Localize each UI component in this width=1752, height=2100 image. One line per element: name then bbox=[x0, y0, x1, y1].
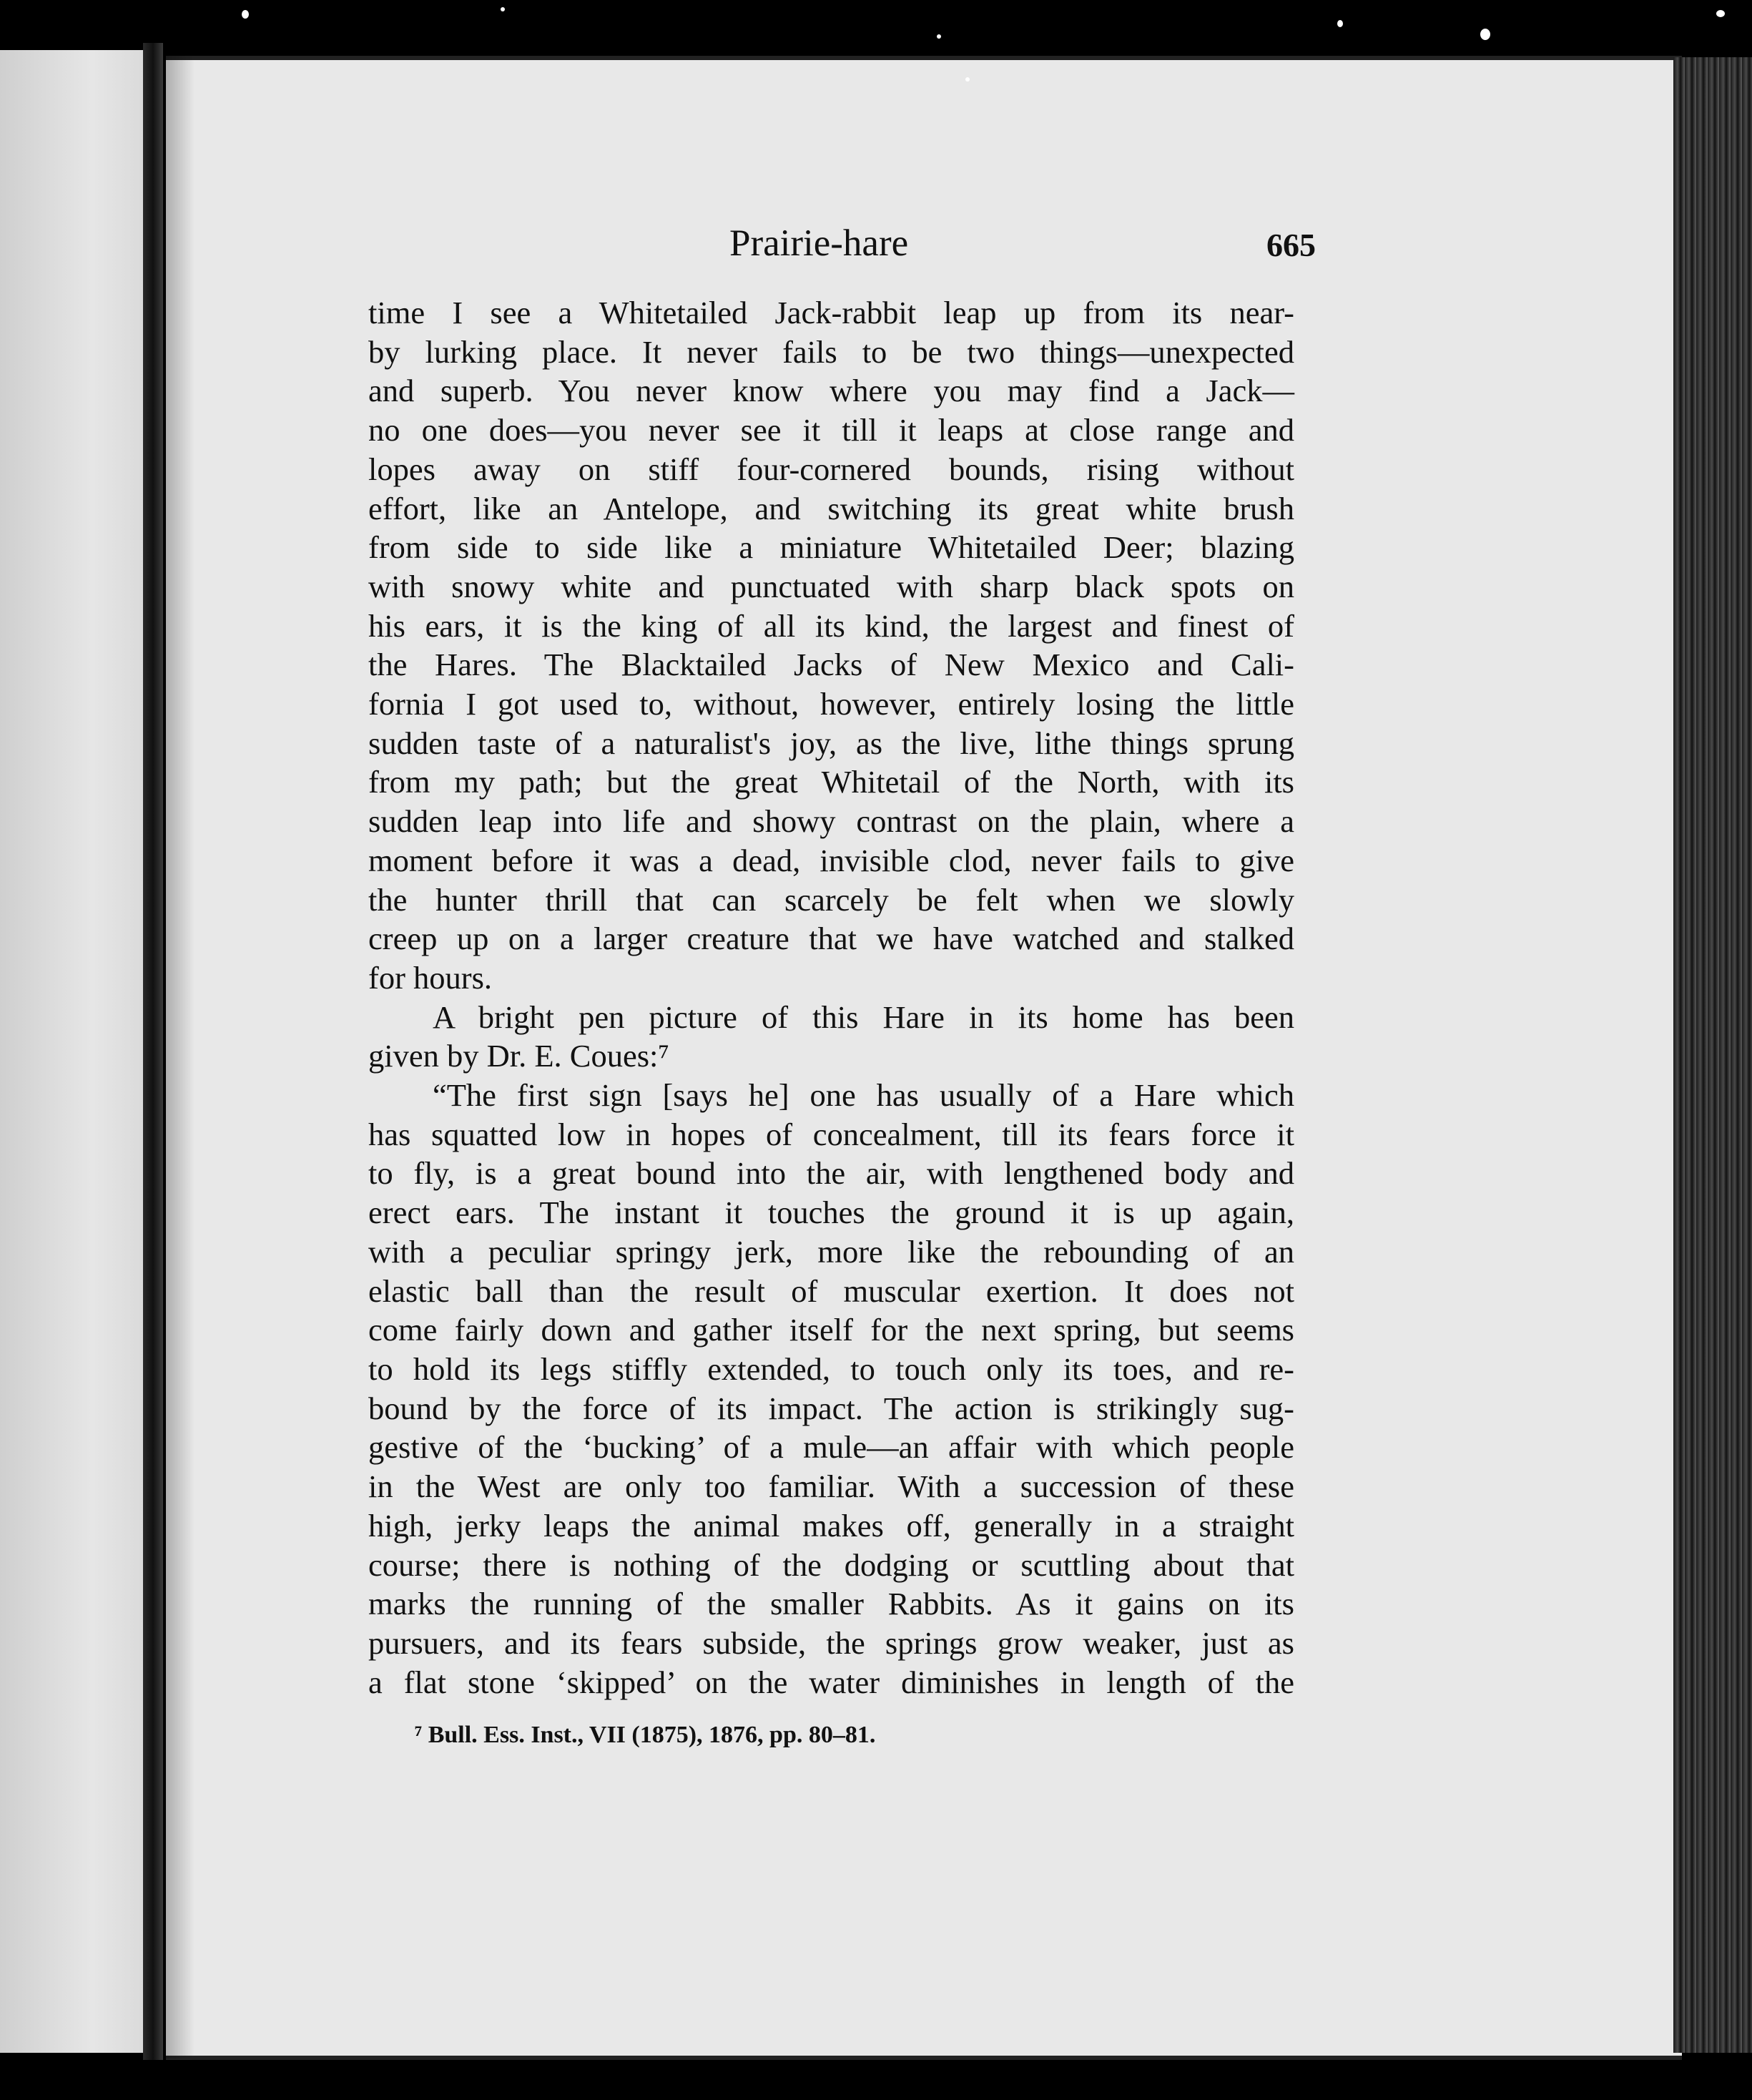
text-line: high, jerky leaps the animal makes off, generally in a straight bbox=[368, 1507, 1294, 1544]
text-line: sudden taste of a naturalist's joy, as the live, lithe things sprung bbox=[368, 725, 1294, 761]
text-line: bound by the force of its impact. The action is strikingly sug- bbox=[368, 1390, 1294, 1426]
text-line: “The first sign [says he] one has usually of a Hare which bbox=[433, 1077, 1294, 1114]
text-line: lopes away on stiff four-cornered bounds, rising without bbox=[368, 451, 1294, 487]
text-line: from side to side like a miniature Whitetailed Deer; blazing bbox=[368, 529, 1294, 566]
text-line: marks the running of the smaller Rabbits. As it gains on its bbox=[368, 1586, 1294, 1622]
page-number: 665 bbox=[1266, 227, 1316, 263]
page-header bbox=[386, 222, 1316, 279]
book-gutter bbox=[143, 43, 163, 2060]
text-line: and superb. You never know where you may find a Jack— bbox=[368, 373, 1294, 409]
footnote: ⁷ Bull. Ess. Inst., VII (1875), 1876, pp. 80–81. bbox=[415, 1722, 876, 1748]
text-line: erect ears. The instant it touches the ground it is up again, bbox=[368, 1194, 1294, 1231]
text-line: A bright pen picture of this Hare in its home has been bbox=[433, 999, 1294, 1035]
text-line: from my path; but the great Whitetail of the North, with its bbox=[368, 764, 1294, 800]
text-line: time I see a Whitetailed Jack-rabbit leap up from its near- bbox=[368, 295, 1294, 330]
text-line: pursuers, and its fears subside, the springs grow weaker, just as bbox=[368, 1624, 1294, 1661]
text-line: has squatted low in hopes of concealment, till its fears force it bbox=[368, 1116, 1294, 1152]
text-line: by lurking place. It never fails to be two things—unexpected bbox=[368, 333, 1294, 370]
page-stack-edge bbox=[1673, 57, 1752, 2053]
text-line: for hours. bbox=[368, 959, 493, 996]
text-line: his ears, it is the king of all its kind, the largest and finest of bbox=[368, 607, 1294, 644]
text-line: with a peculiar springy jerk, more like the rebounding of an bbox=[368, 1233, 1294, 1270]
body-text bbox=[368, 293, 1294, 1702]
text-line: a flat stone ‘skipped’ on the water diminishes in length of the bbox=[368, 1664, 1294, 1700]
text-line: sudden leap into life and showy contrast on the plain, where a bbox=[368, 803, 1294, 840]
text-line: in the West are only too familiar. With a succession of these bbox=[368, 1468, 1294, 1505]
text-line: given by Dr. E. Coues:⁷ bbox=[368, 1038, 669, 1074]
text-line: moment before it was a dead, invisible clod, never fails to give bbox=[368, 842, 1294, 878]
text-line: come fairly down and gather itself for the next spring, but seems bbox=[368, 1312, 1294, 1348]
text-line: elastic ball than the result of muscular exertion. It does not bbox=[368, 1272, 1294, 1309]
text-line: no one does—you never see it till it leaps at close range and bbox=[368, 412, 1294, 448]
gutter-shadow bbox=[166, 56, 195, 2059]
text-line: to fly, is a great bound into the air, with lengthened body and bbox=[368, 1155, 1294, 1192]
text-line: the hunter thrill that can scarcely be felt when we slowly bbox=[368, 881, 1294, 918]
text-line: gestive of the ‘bucking’ of a mule—an affair with which people bbox=[368, 1429, 1294, 1466]
text-line: with snowy white and punctuated with sharp black spots on bbox=[368, 568, 1294, 604]
running-title: Prairie-hare bbox=[729, 222, 909, 264]
text-line: creep up on a larger creature that we have watched and stalked bbox=[368, 921, 1294, 957]
text-line: effort, like an Antelope, and switching its great white brush bbox=[368, 490, 1294, 526]
text-line: course; there is nothing of the dodging or scuttling about that bbox=[368, 1546, 1294, 1583]
text-line: fornia I got used to, without, however, entirely losing the little bbox=[368, 686, 1294, 722]
text-line: the Hares. The Blacktailed Jacks of New Mexico and Cali- bbox=[368, 647, 1294, 683]
facing-page-edge bbox=[0, 50, 154, 2053]
text-line: to hold its legs stiffly extended, to touch only its toes, and re- bbox=[368, 1350, 1294, 1387]
